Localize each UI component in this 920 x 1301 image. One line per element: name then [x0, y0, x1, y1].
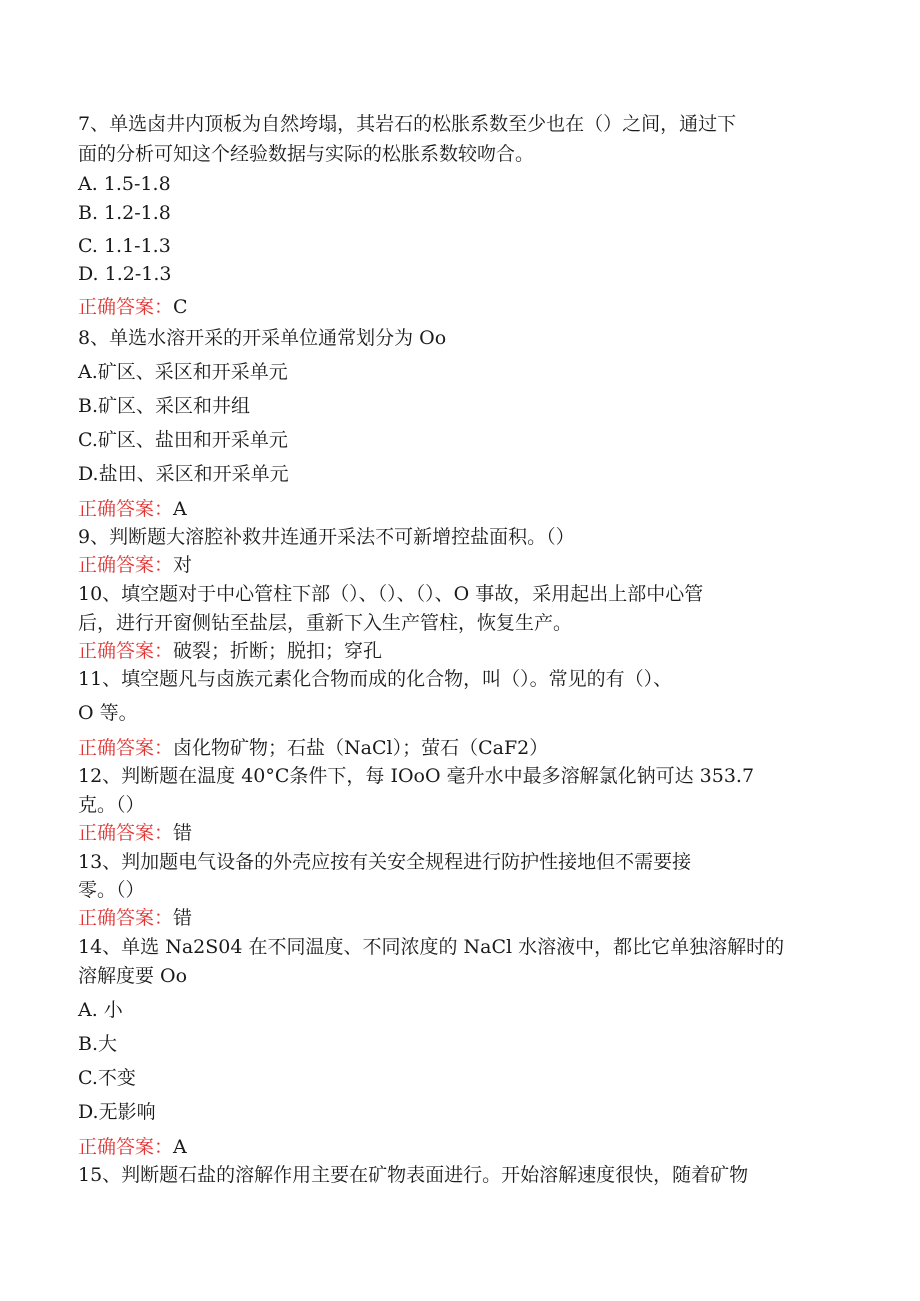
question-8-line-1: 8、单选水溶开采的开采单位通常划分为 Oo — [78, 327, 447, 349]
answer-value: A — [173, 1136, 187, 1158]
question-11-answer — [78, 736, 548, 760]
question-10-line-2: 后，进行开窗侧钻至盐层，重新下入生产管柱，恢复生产。 — [78, 612, 573, 634]
answer-label: 正确答案： — [78, 1136, 174, 1158]
question-8-option-b: B.矿区、采区和井组 — [78, 395, 251, 417]
answer-value: C — [173, 296, 188, 318]
question-8-option-a: A.矿区、采区和开采单元 — [78, 361, 288, 383]
answer-value: 错 — [173, 907, 193, 929]
answer-label: 正确答案： — [78, 498, 174, 520]
question-14-answer — [78, 1135, 187, 1159]
question-7-option-b: B. 1.2-1.8 — [78, 202, 171, 224]
question-9-answer — [78, 553, 192, 577]
question-14-option-a: A. 小 — [78, 999, 123, 1021]
question-14-option-d: D.无影响 — [78, 1101, 156, 1123]
question-10-answer — [78, 639, 382, 663]
question-7-option-a: A. 1.5-1.8 — [78, 173, 171, 195]
question-13-line-2: 零。（） — [78, 879, 145, 901]
question-8-answer — [78, 497, 187, 521]
question-12-line-2: 克。（） — [78, 794, 145, 816]
question-10-line-1: 10、填空题对于中心管柱下部（）、（）、（）、O 事故，采用起出上部中心管 — [78, 583, 704, 605]
question-7-line-1: 7、单选卤井内顶板为自然垮塌，其岩石的松胀系数至少也在（）之间，通过下 — [78, 113, 737, 135]
question-14-option-c: C.不变 — [78, 1067, 136, 1089]
question-13-answer — [78, 906, 192, 930]
question-7-option-d: D. 1.2-1.3 — [78, 263, 172, 285]
answer-value: A — [173, 498, 187, 520]
answer-label: 正确答案： — [78, 640, 174, 662]
answer-label: 正确答案： — [78, 737, 174, 759]
question-14-line-1: 14、单选 Na2S04 在不同温度、不同浓度的 NaCl 水溶液中，都比它单独溶解时的 — [78, 936, 785, 958]
question-14-line-2: 溶解度要 Oo — [78, 965, 188, 987]
answer-value: 卤化物矿物；石盐（NaCl）；萤石（CaF2） — [173, 737, 549, 759]
question-11-line-2: O 等。 — [78, 702, 138, 724]
answer-label: 正确答案： — [78, 296, 174, 318]
question-8-option-c: C.矿区、盐田和开采单元 — [78, 429, 288, 451]
question-7-line-2: 面的分析可知这个经验数据与实际的松胀系数较吻合。 — [78, 143, 535, 165]
question-14-option-b: B.大 — [78, 1033, 118, 1055]
question-7-option-c: C. 1.1-1.3 — [78, 235, 171, 257]
question-12-answer — [78, 821, 192, 845]
question-8-option-d: D.盐田、采区和开采单元 — [78, 463, 289, 485]
answer-value: 错 — [173, 822, 193, 844]
question-9-line-1: 9、判断题大溶腔补救井连通开采法不可新增控盐面积。（） — [78, 526, 575, 548]
answer-label: 正确答案： — [78, 907, 174, 929]
answer-value: 对 — [173, 554, 193, 576]
answer-value: 破裂；折断；脱扣；穿孔 — [173, 640, 383, 662]
question-7-answer — [78, 295, 188, 319]
question-12-line-1: 12、判断题在温度 40°C条件下，每 IOoO 毫升水中最多溶解氯化钠可达 353.7 — [78, 765, 755, 787]
answer-label: 正确答案： — [78, 822, 174, 844]
question-13-line-1: 13、判加题电气设备的外壳应按有关安全规程进行防护性接地但不需要接 — [78, 851, 692, 873]
question-15-line-1: 15、判断题石盐的溶解作用主要在矿物表面进行。开始溶解速度很快，随着矿物 — [78, 1164, 749, 1186]
question-11-line-1: 11、填空题凡与卤族元素化合物而成的化合物，叫（）。常见的有（）、 — [78, 668, 673, 690]
answer-label: 正确答案： — [78, 554, 174, 576]
